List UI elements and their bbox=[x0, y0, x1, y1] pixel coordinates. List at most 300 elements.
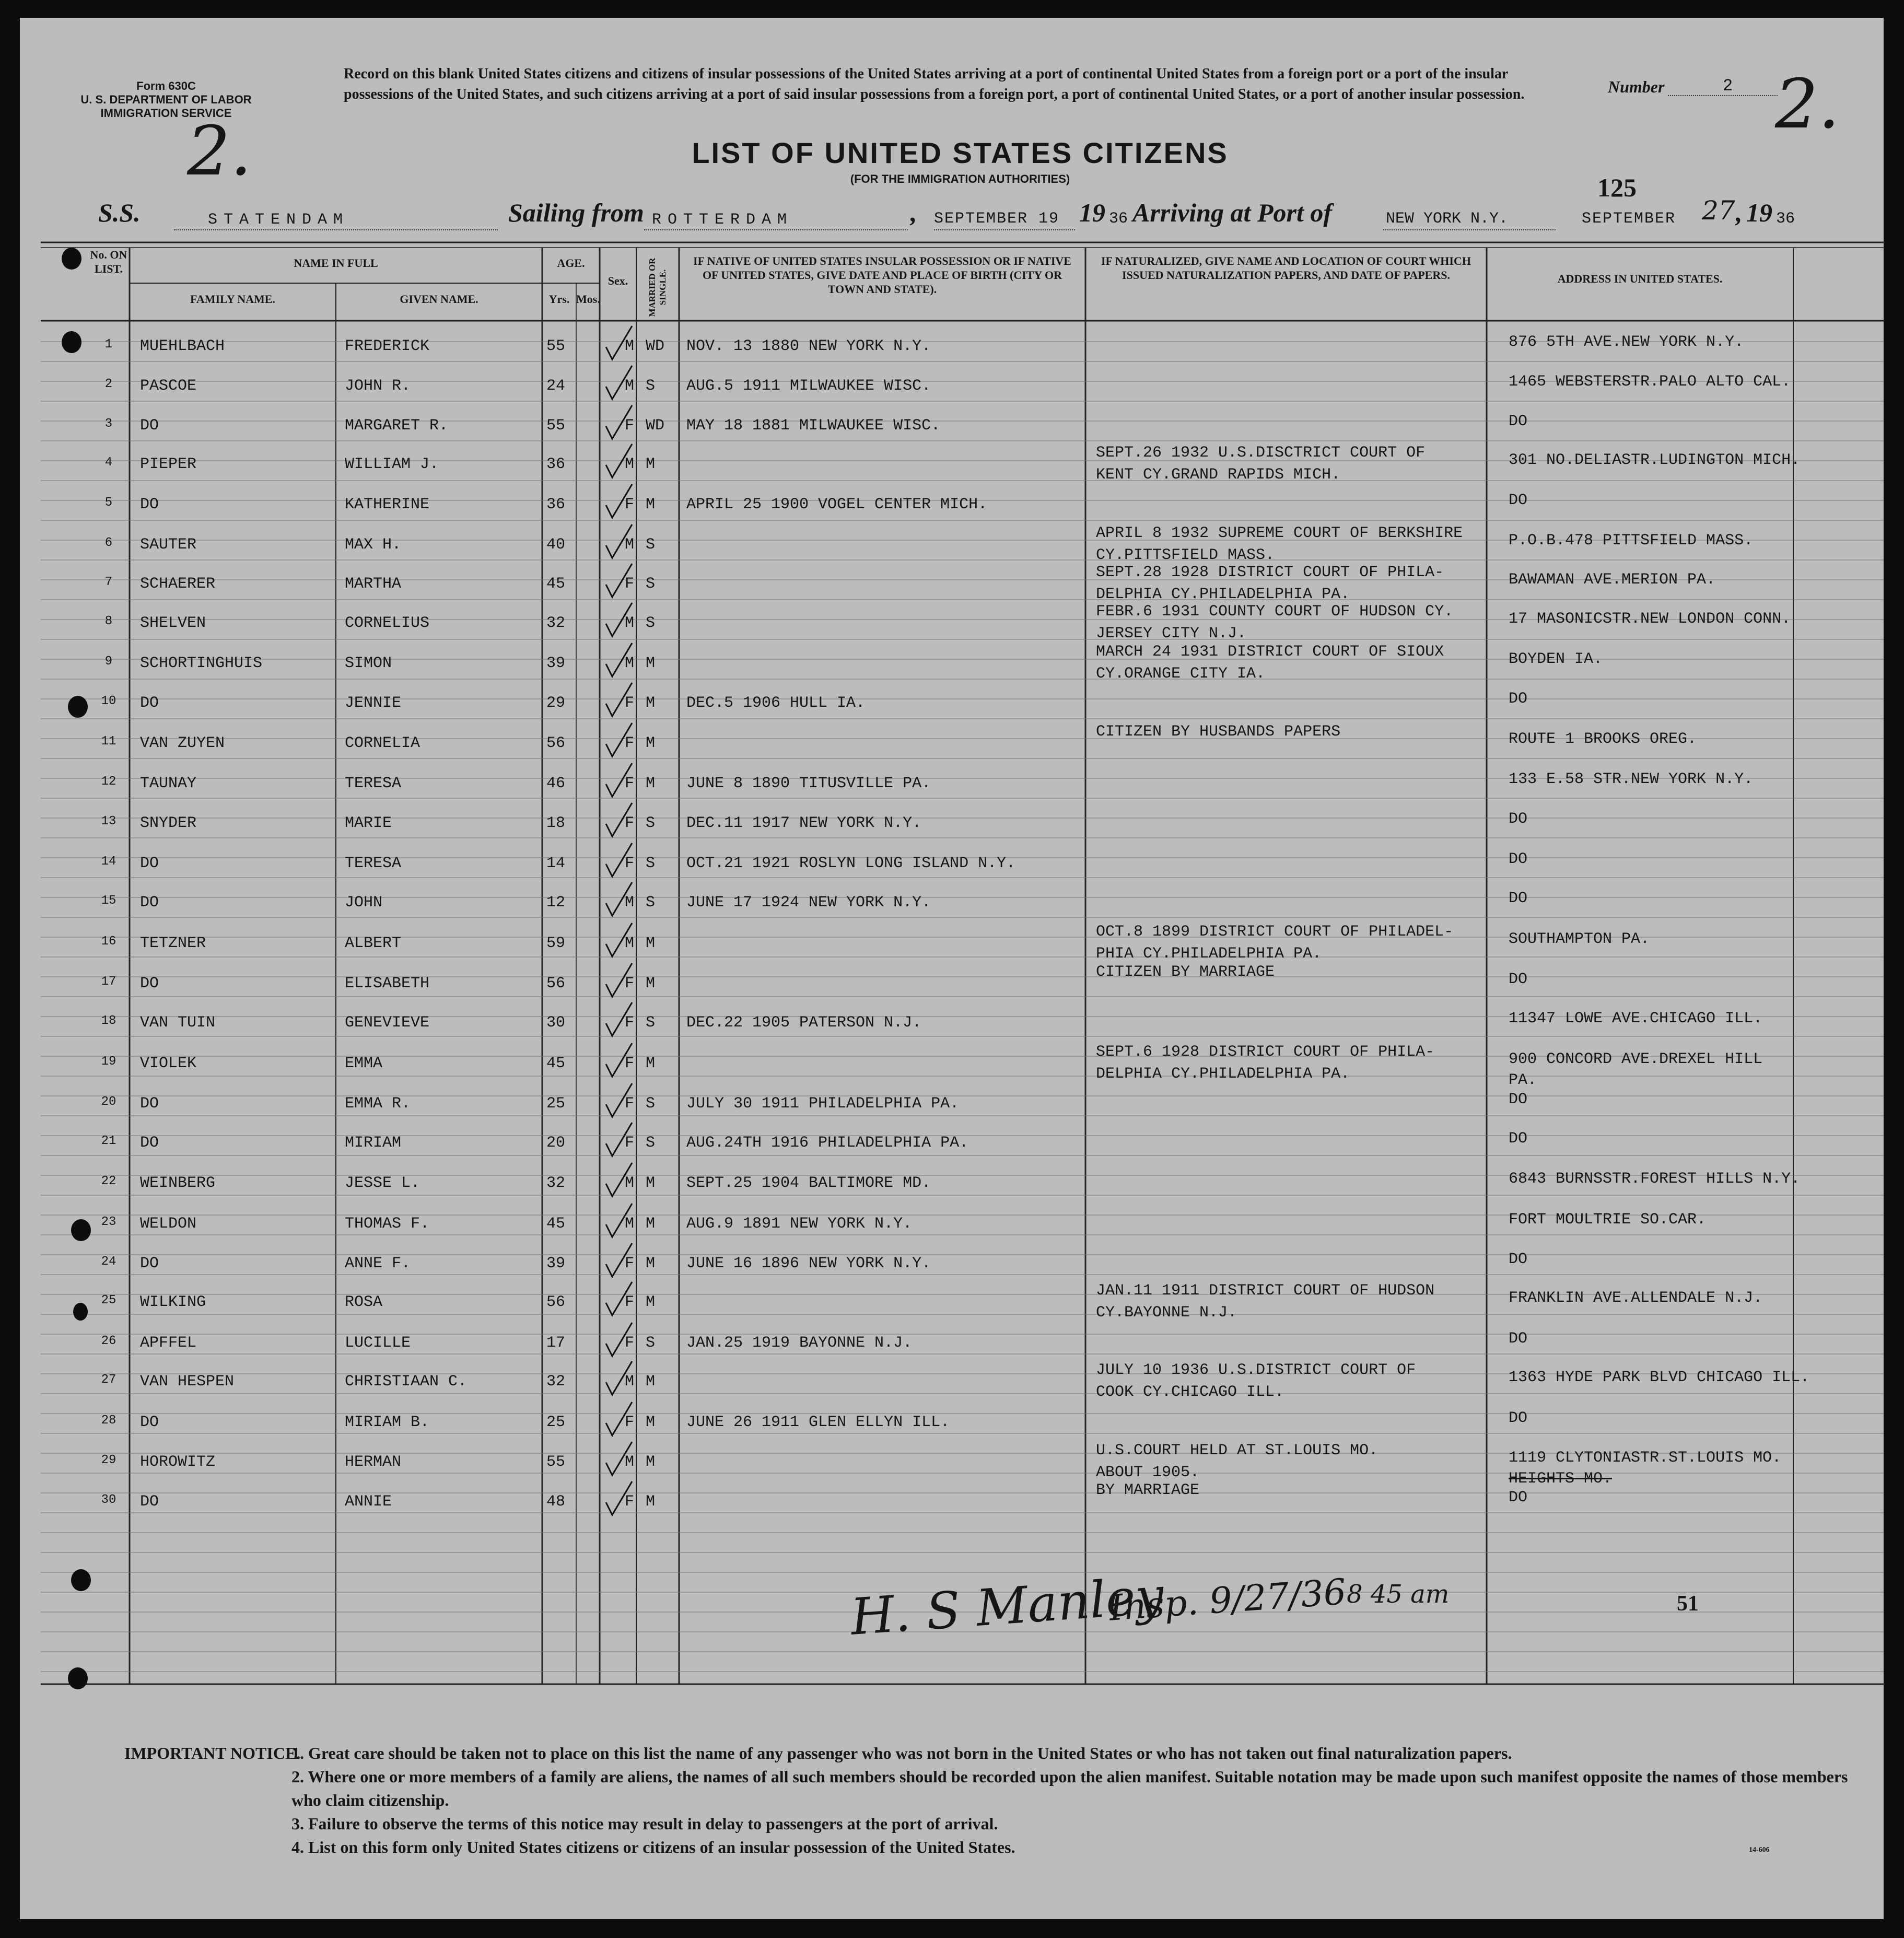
cell-family: VAN HESPEN bbox=[140, 1373, 235, 1391]
cell-birth: OCT.21 1921 ROSLYN LONG ISLAND N.Y. bbox=[686, 855, 1016, 872]
cell-addr1: 1119 CLYTONIASTR.ST.LOUIS MO. bbox=[1509, 1449, 1782, 1467]
binder-hole bbox=[73, 1303, 88, 1321]
cell-nat1: FEBR.6 1931 COUNTY COURT OF HUDSON CY. bbox=[1096, 603, 1454, 621]
cell-family: DO bbox=[140, 496, 159, 513]
cell-addr1: 6843 BURNSSTR.FOREST HILLS N.Y. bbox=[1509, 1170, 1801, 1188]
cell-given: JOHN bbox=[345, 894, 383, 912]
cell-sex: M bbox=[625, 894, 635, 912]
cell-birth: DEC.11 1917 NEW YORK N.Y. bbox=[686, 814, 922, 832]
cell-addr1: BOYDEN IA. bbox=[1509, 650, 1603, 668]
cell-nat2: CY.ORANGE CITY IA. bbox=[1096, 665, 1266, 683]
col-header-birth: IF NATIVE OF UNITED STATES INSULAR POSSESSION OR IF NATIVE OF UNITED STATES, GIVE DATE AND PLACE OF BIRTH (CITY OR TOWN AND STATE). bbox=[693, 254, 1071, 296]
record-instructions: Record on this blank United States citizens and citizens of insular possessions of the United States arriving at a port of continental United States from a foreign port or a port of the insular possessions of the United States, and such citizens arriving at a port of said insular possessions from a foreign port, a port of continental United States, or a port of another insular possession. bbox=[344, 66, 1525, 102]
cell-sex: F bbox=[625, 575, 635, 593]
cell-addr1: FRANKLIN AVE.ALLENDALE N.J. bbox=[1509, 1289, 1763, 1307]
cell-no: 30 bbox=[101, 1493, 116, 1507]
binder-hole bbox=[71, 1569, 91, 1591]
comma-2: , bbox=[1736, 198, 1743, 227]
cell-family: DO bbox=[140, 855, 159, 872]
cell-no: 20 bbox=[101, 1095, 116, 1109]
cell-addr1: 301 NO.DELIASTR.LUDINGTON MICH. bbox=[1509, 451, 1801, 469]
cell-ms: S bbox=[646, 575, 656, 593]
cell-sex: F bbox=[625, 814, 635, 832]
cell-sex: M bbox=[625, 536, 635, 554]
cell-addr1: DO bbox=[1509, 690, 1528, 708]
cell-no: 21 bbox=[101, 1134, 116, 1148]
list-count: 51 bbox=[1677, 1592, 1699, 1616]
form-code: 14-606 bbox=[1749, 1846, 1770, 1854]
cell-addr1: P.O.B.478 PITTSFIELD MASS. bbox=[1509, 532, 1754, 550]
cell-addr1: DO bbox=[1509, 413, 1528, 430]
cell-nat1: SEPT.26 1932 U.S.DISCTRICT COURT OF bbox=[1096, 444, 1426, 462]
cell-sex: M bbox=[625, 614, 635, 632]
cell-sex: F bbox=[625, 1493, 635, 1511]
cell-ms: M bbox=[646, 1453, 656, 1471]
cell-family: DO bbox=[140, 1255, 159, 1272]
cell-sex: F bbox=[625, 1334, 635, 1352]
cell-ms: M bbox=[646, 1255, 656, 1272]
cell-sex: F bbox=[625, 1255, 635, 1272]
cell-family: DO bbox=[140, 894, 159, 912]
cell-age: 39 bbox=[546, 655, 566, 672]
cell-given: JOHN R. bbox=[345, 377, 411, 395]
notice-item-3: 3. Failure to observe the terms of this notice may result in delay to passengers at the port of arrival. bbox=[291, 1814, 998, 1833]
cell-no: 15 bbox=[101, 894, 116, 908]
cell-addr1: SOUTHAMPTON PA. bbox=[1509, 930, 1650, 948]
cell-age: 45 bbox=[546, 1215, 566, 1233]
col-header-naturalized: IF NATURALIZED, GIVE NAME AND LOCATION OF COURT WHICH ISSUED NATURALIZATION PAPERS, AND DATE OF PAPERS. bbox=[1101, 254, 1471, 282]
cell-given: GENEVIEVE bbox=[345, 1014, 430, 1032]
cell-nat2: CY.PITTSFIELD MASS. bbox=[1096, 546, 1275, 564]
col-header-married: MARRIED OR SINGLE. bbox=[647, 258, 668, 317]
cell-given: ROSA bbox=[345, 1293, 383, 1311]
cell-sex: F bbox=[625, 496, 635, 513]
inspection-date: Insp. 9/27/36 bbox=[1107, 1571, 1348, 1629]
cell-given: THOMAS F. bbox=[345, 1215, 430, 1233]
cell-family: SHELVEN bbox=[140, 614, 206, 632]
cell-addr1: 876 5TH AVE.NEW YORK N.Y. bbox=[1509, 333, 1744, 351]
cell-family: HOROWITZ bbox=[140, 1453, 216, 1471]
cell-given: MARIE bbox=[345, 814, 392, 832]
cell-no: 8 bbox=[104, 614, 113, 628]
cell-age: 36 bbox=[546, 496, 566, 513]
cell-no: 6 bbox=[104, 536, 113, 550]
cell-ms: M bbox=[646, 775, 656, 792]
col-header-address: ADDRESS IN UNITED STATES. bbox=[1557, 272, 1723, 285]
cell-addr1: DO bbox=[1509, 850, 1528, 868]
cell-sex: M bbox=[625, 1215, 635, 1233]
cell-addr1: 900 CONCORD AVE.DREXEL HILL bbox=[1509, 1050, 1763, 1068]
cell-age: 36 bbox=[546, 456, 566, 473]
cell-addr1: 133 E.58 STR.NEW YORK N.Y. bbox=[1509, 770, 1754, 788]
cell-sex: M bbox=[625, 1373, 635, 1391]
cell-addr2: HEIGHTS MO. bbox=[1509, 1470, 1613, 1488]
cell-birth: APRIL 25 1900 VOGEL CENTER MICH. bbox=[686, 496, 988, 513]
cell-family: MUEHLBACH bbox=[140, 337, 225, 355]
cell-sex: F bbox=[625, 417, 635, 435]
cell-sex: F bbox=[625, 855, 635, 872]
notice-item-4: 4. List on this form only United States citizens or citizens of an insular possession of the United States. bbox=[291, 1838, 1015, 1857]
cell-no: 16 bbox=[101, 935, 116, 949]
col-header-given: GIVEN NAME. bbox=[400, 293, 478, 306]
cell-ms: S bbox=[646, 855, 656, 872]
cell-ms: M bbox=[646, 655, 656, 672]
cell-sex: F bbox=[625, 1095, 635, 1113]
cell-nat1: SEPT.28 1928 DISTRICT COURT OF PHILA- bbox=[1096, 564, 1444, 581]
cell-ms: M bbox=[646, 694, 656, 712]
sailing-from-port: ROTTERDAM bbox=[652, 211, 793, 229]
depart-year: 36 bbox=[1109, 210, 1128, 228]
cell-given: MAX H. bbox=[345, 536, 402, 554]
col-header-mos: Mos. bbox=[576, 293, 600, 306]
cell-given: ALBERT bbox=[345, 935, 402, 952]
binder-hole bbox=[71, 1219, 91, 1241]
cell-age: 29 bbox=[546, 694, 566, 712]
cell-age: 56 bbox=[546, 975, 566, 993]
cell-given: HERMAN bbox=[345, 1453, 402, 1471]
cell-birth: AUG.5 1911 MILWAUKEE WISC. bbox=[686, 377, 931, 395]
cell-nat2: JERSEY CITY N.J. bbox=[1096, 625, 1247, 643]
cell-birth: DEC.5 1906 HULL IA. bbox=[686, 694, 866, 712]
cell-ms: M bbox=[646, 1215, 656, 1233]
sailing-label: Sailing from bbox=[508, 198, 644, 227]
cell-sex: M bbox=[625, 377, 635, 395]
cell-no: 1 bbox=[104, 337, 113, 352]
cell-given: CORNELIUS bbox=[345, 614, 430, 632]
cell-no: 10 bbox=[101, 694, 116, 708]
cell-age: 32 bbox=[546, 1373, 566, 1391]
cell-family: DO bbox=[140, 694, 159, 712]
binder-hole bbox=[68, 696, 88, 718]
cell-birth: AUG.9 1891 NEW YORK N.Y. bbox=[686, 1215, 913, 1233]
cell-no: 25 bbox=[101, 1293, 116, 1307]
cell-family: PIEPER bbox=[140, 456, 197, 473]
cell-ms: S bbox=[646, 1014, 656, 1032]
cell-family: SNYDER bbox=[140, 814, 197, 832]
cell-sex: F bbox=[625, 775, 635, 792]
cell-ms: M bbox=[646, 1414, 656, 1431]
cell-ms: M bbox=[646, 1493, 656, 1511]
cell-sex: M bbox=[625, 935, 635, 952]
cell-family: VIOLEK bbox=[140, 1055, 197, 1072]
cell-given: MIRIAM B. bbox=[345, 1414, 430, 1431]
cell-addr1: FORT MOULTRIE SO.CAR. bbox=[1509, 1211, 1707, 1229]
cell-no: 29 bbox=[101, 1453, 116, 1467]
cell-given: ANNIE bbox=[345, 1493, 392, 1511]
arrival-day: 27 bbox=[1702, 195, 1735, 226]
cell-ms: S bbox=[646, 894, 656, 912]
notice-heading: IMPORTANT NOTICE. bbox=[124, 1744, 301, 1762]
cell-age: 56 bbox=[546, 1293, 566, 1311]
binder-hole bbox=[68, 1667, 88, 1689]
cell-given: TERESA bbox=[345, 775, 402, 792]
cell-ms: M bbox=[646, 1055, 656, 1072]
cell-birth: MAY 18 1881 MILWAUKEE WISC. bbox=[686, 417, 941, 435]
arrival-port: NEW YORK N.Y. bbox=[1386, 210, 1509, 228]
cell-age: 59 bbox=[546, 935, 566, 952]
cell-sex: F bbox=[625, 1414, 635, 1431]
number-handwritten: 2. bbox=[1775, 64, 1840, 144]
inspector-signature: H. S Manley bbox=[848, 1566, 1166, 1647]
notice-items bbox=[291, 1742, 1853, 1859]
cell-nat1: OCT.8 1899 DISTRICT COURT OF PHILADEL- bbox=[1096, 923, 1454, 941]
cell-age: 39 bbox=[546, 1255, 566, 1272]
cell-addr1: 11347 LOWE AVE.CHICAGO ILL. bbox=[1509, 1010, 1763, 1028]
cell-birth: JUNE 16 1896 NEW YORK N.Y. bbox=[686, 1255, 931, 1272]
arrival-year: 36 bbox=[1776, 210, 1795, 228]
cell-nat2: CY.BAYONNE N.J. bbox=[1096, 1304, 1237, 1322]
cell-birth: JUNE 26 1911 GLEN ELLYN ILL. bbox=[686, 1414, 950, 1431]
cell-no: 27 bbox=[101, 1373, 116, 1387]
cell-ms: M bbox=[646, 975, 656, 993]
cell-age: 24 bbox=[546, 377, 566, 395]
arriving-label: Arriving at Port of bbox=[1132, 198, 1332, 227]
cell-given: JENNIE bbox=[345, 694, 402, 712]
col-header-married-cell bbox=[636, 248, 679, 321]
binder-hole bbox=[62, 331, 81, 353]
cell-age: 25 bbox=[546, 1414, 566, 1431]
cell-age: 45 bbox=[546, 575, 566, 593]
cell-ms: M bbox=[646, 1174, 656, 1192]
cell-age: 45 bbox=[546, 1055, 566, 1072]
cell-nat2: DELPHIA CY.PHILADELPHIA PA. bbox=[1096, 1065, 1350, 1083]
cell-addr1: DO bbox=[1509, 890, 1528, 907]
cell-ms: M bbox=[646, 496, 656, 513]
cell-nat1: APRIL 8 1932 SUPREME COURT OF BERKSHIRE bbox=[1096, 524, 1463, 542]
cell-age: 55 bbox=[546, 417, 566, 435]
cell-addr1: 1363 HYDE PARK BLVD CHICAGO ILL. bbox=[1509, 1369, 1810, 1386]
col-header-family: FAMILY NAME. bbox=[190, 293, 275, 306]
cell-given: CORNELIA bbox=[345, 734, 420, 752]
cell-addr1: DO bbox=[1509, 1251, 1528, 1268]
cell-ms: S bbox=[646, 814, 656, 832]
inspection-time: 8 45 am bbox=[1347, 1580, 1450, 1609]
col-header-name: NAME IN FULL bbox=[294, 256, 378, 270]
cell-no: 22 bbox=[101, 1174, 116, 1188]
cell-age: 12 bbox=[546, 894, 566, 912]
cell-addr1: DO bbox=[1509, 1130, 1528, 1148]
cell-sex: F bbox=[625, 1293, 635, 1311]
service-name: IMMIGRATION SERVICE bbox=[100, 107, 232, 120]
cell-no: 4 bbox=[104, 456, 113, 470]
cell-no: 24 bbox=[101, 1255, 116, 1269]
col-header-no: No. ON LIST. bbox=[90, 248, 127, 275]
cell-no: 2 bbox=[104, 377, 113, 391]
page-subtitle: (FOR THE IMMIGRATION AUTHORITIES) bbox=[850, 172, 1070, 185]
number-label: Number bbox=[1608, 77, 1665, 96]
cell-sex: M bbox=[625, 655, 635, 672]
cell-no: 23 bbox=[101, 1215, 116, 1229]
cell-family: DO bbox=[140, 417, 159, 435]
cell-given: MIRIAM bbox=[345, 1134, 402, 1152]
cell-given: WILLIAM J. bbox=[345, 456, 439, 473]
cell-family: DO bbox=[140, 1134, 159, 1152]
cell-given: SIMON bbox=[345, 655, 392, 672]
form-id: Form 630C bbox=[136, 79, 196, 92]
cell-age: 25 bbox=[546, 1095, 566, 1113]
cell-given: MARTHA bbox=[345, 575, 402, 593]
cell-no: 7 bbox=[104, 575, 113, 589]
cell-sex: F bbox=[625, 694, 635, 712]
notice-item-2: 2. Where one or more members of a family are aliens, the names of all such members should be recorded upon the alien manifest. Suitable notation may be made upon such manifest opposite the names of those members who claim citizenship. bbox=[291, 1767, 1848, 1809]
cell-family: TETZNER bbox=[140, 935, 206, 952]
binder-hole bbox=[62, 248, 81, 270]
cell-age: 55 bbox=[546, 1453, 566, 1471]
cell-birth: SEPT.25 1904 BALTIMORE MD. bbox=[686, 1174, 931, 1192]
cell-family: DO bbox=[140, 975, 159, 993]
cell-family: WILKING bbox=[140, 1293, 206, 1311]
cell-age: 48 bbox=[546, 1493, 566, 1511]
cell-ms: M bbox=[646, 1293, 656, 1311]
department-name: U. S. DEPARTMENT OF LABOR bbox=[80, 93, 252, 106]
cell-age: 56 bbox=[546, 734, 566, 752]
cell-given: ANNE F. bbox=[345, 1255, 411, 1272]
col-header-yrs: Yrs. bbox=[548, 293, 570, 306]
cell-addr1: DO bbox=[1509, 1330, 1528, 1348]
cell-family: DO bbox=[140, 1095, 159, 1113]
arrival-month: SEPTEMBER bbox=[1582, 210, 1676, 228]
cell-sex: M bbox=[625, 1174, 635, 1192]
cell-ms: M bbox=[646, 456, 656, 473]
cell-family: DO bbox=[140, 1493, 159, 1511]
cell-addr1: DO bbox=[1509, 1091, 1528, 1108]
cell-addr2: PA. bbox=[1509, 1071, 1537, 1089]
cell-addr1: ROUTE 1 BROOKS OREG. bbox=[1509, 730, 1697, 748]
cell-ms: S bbox=[646, 614, 656, 632]
cell-no: 26 bbox=[101, 1334, 116, 1348]
cell-ms: S bbox=[646, 1095, 656, 1113]
cell-nat1: MARCH 24 1931 DISTRICT COURT OF SIOUX bbox=[1096, 643, 1444, 661]
cell-sex: M bbox=[625, 337, 635, 355]
cell-no: 11 bbox=[101, 734, 116, 749]
cell-family: DO bbox=[140, 1414, 159, 1431]
year-prefix-2: 19 bbox=[1746, 198, 1772, 227]
cell-birth: AUG.24TH 1916 PHILADELPHIA PA. bbox=[686, 1134, 969, 1152]
cell-given: MARGARET R. bbox=[345, 417, 449, 435]
cell-age: 32 bbox=[546, 614, 566, 632]
page-number: 125 bbox=[1597, 173, 1637, 202]
cell-no: 9 bbox=[104, 655, 113, 669]
cell-given: LUCILLE bbox=[345, 1334, 411, 1352]
cell-family: SCHAERER bbox=[140, 575, 216, 593]
cell-given: CHRISTIAAN C. bbox=[345, 1373, 468, 1391]
cell-given: EMMA bbox=[345, 1055, 383, 1072]
cell-age: 40 bbox=[546, 536, 566, 554]
cell-family: WELDON bbox=[140, 1215, 197, 1233]
comma-1: , bbox=[910, 198, 917, 227]
cell-family: APFFEL bbox=[140, 1334, 197, 1352]
cell-nat1: SEPT.6 1928 DISTRICT COURT OF PHILA- bbox=[1096, 1043, 1435, 1061]
cell-given: JESSE L. bbox=[345, 1174, 420, 1192]
cell-addr1: DO bbox=[1509, 492, 1528, 509]
cell-birth: JULY 30 1911 PHILADELPHIA PA. bbox=[686, 1095, 960, 1113]
cell-nat1: CITIZEN BY MARRIAGE bbox=[1096, 963, 1275, 981]
cell-nat2: COOK CY.CHICAGO ILL. bbox=[1096, 1383, 1284, 1401]
cell-sex: M bbox=[625, 456, 635, 473]
cell-nat2: PHIA CY.PHILADELPHIA PA. bbox=[1096, 945, 1322, 963]
cell-age: 32 bbox=[546, 1174, 566, 1192]
cell-ms: S bbox=[646, 536, 656, 554]
cell-addr1: DO bbox=[1509, 1489, 1528, 1507]
cell-birth: DEC.22 1905 PATERSON N.J. bbox=[686, 1014, 922, 1032]
cell-family: SAUTER bbox=[140, 536, 197, 554]
cell-ms: WD bbox=[646, 417, 665, 435]
cell-no: 14 bbox=[101, 855, 116, 869]
cell-sex: F bbox=[625, 1055, 635, 1072]
cell-family: PASCOE bbox=[140, 377, 197, 395]
cell-addr1: BAWAMAN AVE.MERION PA. bbox=[1509, 571, 1716, 589]
cell-no: 3 bbox=[104, 417, 113, 431]
col-header-age: AGE. bbox=[557, 256, 585, 270]
cell-nat2: DELPHIA CY.PHILADELPHIA PA. bbox=[1096, 586, 1350, 603]
cell-addr1: DO bbox=[1509, 1409, 1528, 1427]
manifest-sheet bbox=[20, 18, 1884, 1919]
cell-age: 46 bbox=[546, 775, 566, 792]
cell-nat1: JAN.11 1911 DISTRICT COURT OF HUDSON bbox=[1096, 1282, 1435, 1300]
number-typed: 2 bbox=[1723, 76, 1733, 96]
cell-sex: M bbox=[625, 1453, 635, 1471]
cell-ms: S bbox=[646, 1134, 656, 1152]
cell-given: ELISABETH bbox=[345, 975, 430, 993]
cell-addr1: DO bbox=[1509, 971, 1528, 988]
cell-family: VAN TUIN bbox=[140, 1014, 216, 1032]
cell-birth: NOV. 13 1880 NEW YORK N.Y. bbox=[686, 337, 931, 355]
cell-nat1: CITIZEN BY HUSBANDS PAPERS bbox=[1096, 723, 1341, 741]
cell-ms: M bbox=[646, 734, 656, 752]
cell-no: 18 bbox=[101, 1014, 116, 1028]
cell-no: 28 bbox=[101, 1414, 116, 1428]
cell-birth: JAN.25 1919 BAYONNE N.J. bbox=[686, 1334, 913, 1352]
cell-addr1: DO bbox=[1509, 810, 1528, 828]
cell-sex: F bbox=[625, 734, 635, 752]
cell-given: TERESA bbox=[345, 855, 402, 872]
cell-given: FREDERICK bbox=[345, 337, 430, 355]
cell-age: 17 bbox=[546, 1334, 566, 1352]
cell-age: 55 bbox=[546, 337, 566, 355]
cell-addr1: 17 MASONICSTR.NEW LONDON CONN. bbox=[1509, 610, 1791, 628]
cell-sex: F bbox=[625, 1014, 635, 1032]
cell-addr1: 1465 WEBSTERSTR.PALO ALTO CAL. bbox=[1509, 373, 1791, 391]
page-title: LIST OF UNITED STATES CITIZENS bbox=[692, 136, 1229, 169]
cell-family: TAUNAY bbox=[140, 775, 197, 792]
cell-age: 14 bbox=[546, 855, 566, 872]
cell-nat1: U.S.COURT HELD AT ST.LOUIS MO. bbox=[1096, 1442, 1379, 1460]
cell-ms: S bbox=[646, 377, 656, 395]
col-header-sex: Sex. bbox=[608, 274, 628, 287]
cell-no: 13 bbox=[101, 814, 116, 828]
ship-name: STATENDAM bbox=[208, 211, 349, 229]
cell-sex: F bbox=[625, 1134, 635, 1152]
cell-ms: M bbox=[646, 1373, 656, 1391]
ss-label: S.S. bbox=[98, 198, 141, 227]
cell-family: SCHORTINGHUIS bbox=[140, 655, 263, 672]
cell-age: 18 bbox=[546, 814, 566, 832]
depart-date: SEPTEMBER 19 bbox=[934, 210, 1060, 228]
cell-sex: F bbox=[625, 975, 635, 993]
cell-birth: JUNE 17 1924 NEW YORK N.Y. bbox=[686, 894, 931, 912]
year-prefix-1: 19 bbox=[1079, 198, 1105, 227]
cell-ms: M bbox=[646, 935, 656, 952]
cell-ms: S bbox=[646, 1334, 656, 1352]
cell-given: EMMA R. bbox=[345, 1095, 411, 1113]
cell-family: VAN ZUYEN bbox=[140, 734, 225, 752]
cell-birth: JUNE 8 1890 TITUSVILLE PA. bbox=[686, 775, 931, 792]
cell-given: KATHERINE bbox=[345, 496, 430, 513]
cell-ms: WD bbox=[646, 337, 665, 355]
handwritten-mark-left: 2. bbox=[187, 111, 252, 191]
cell-no: 12 bbox=[101, 775, 116, 789]
cell-no: 19 bbox=[101, 1055, 116, 1069]
